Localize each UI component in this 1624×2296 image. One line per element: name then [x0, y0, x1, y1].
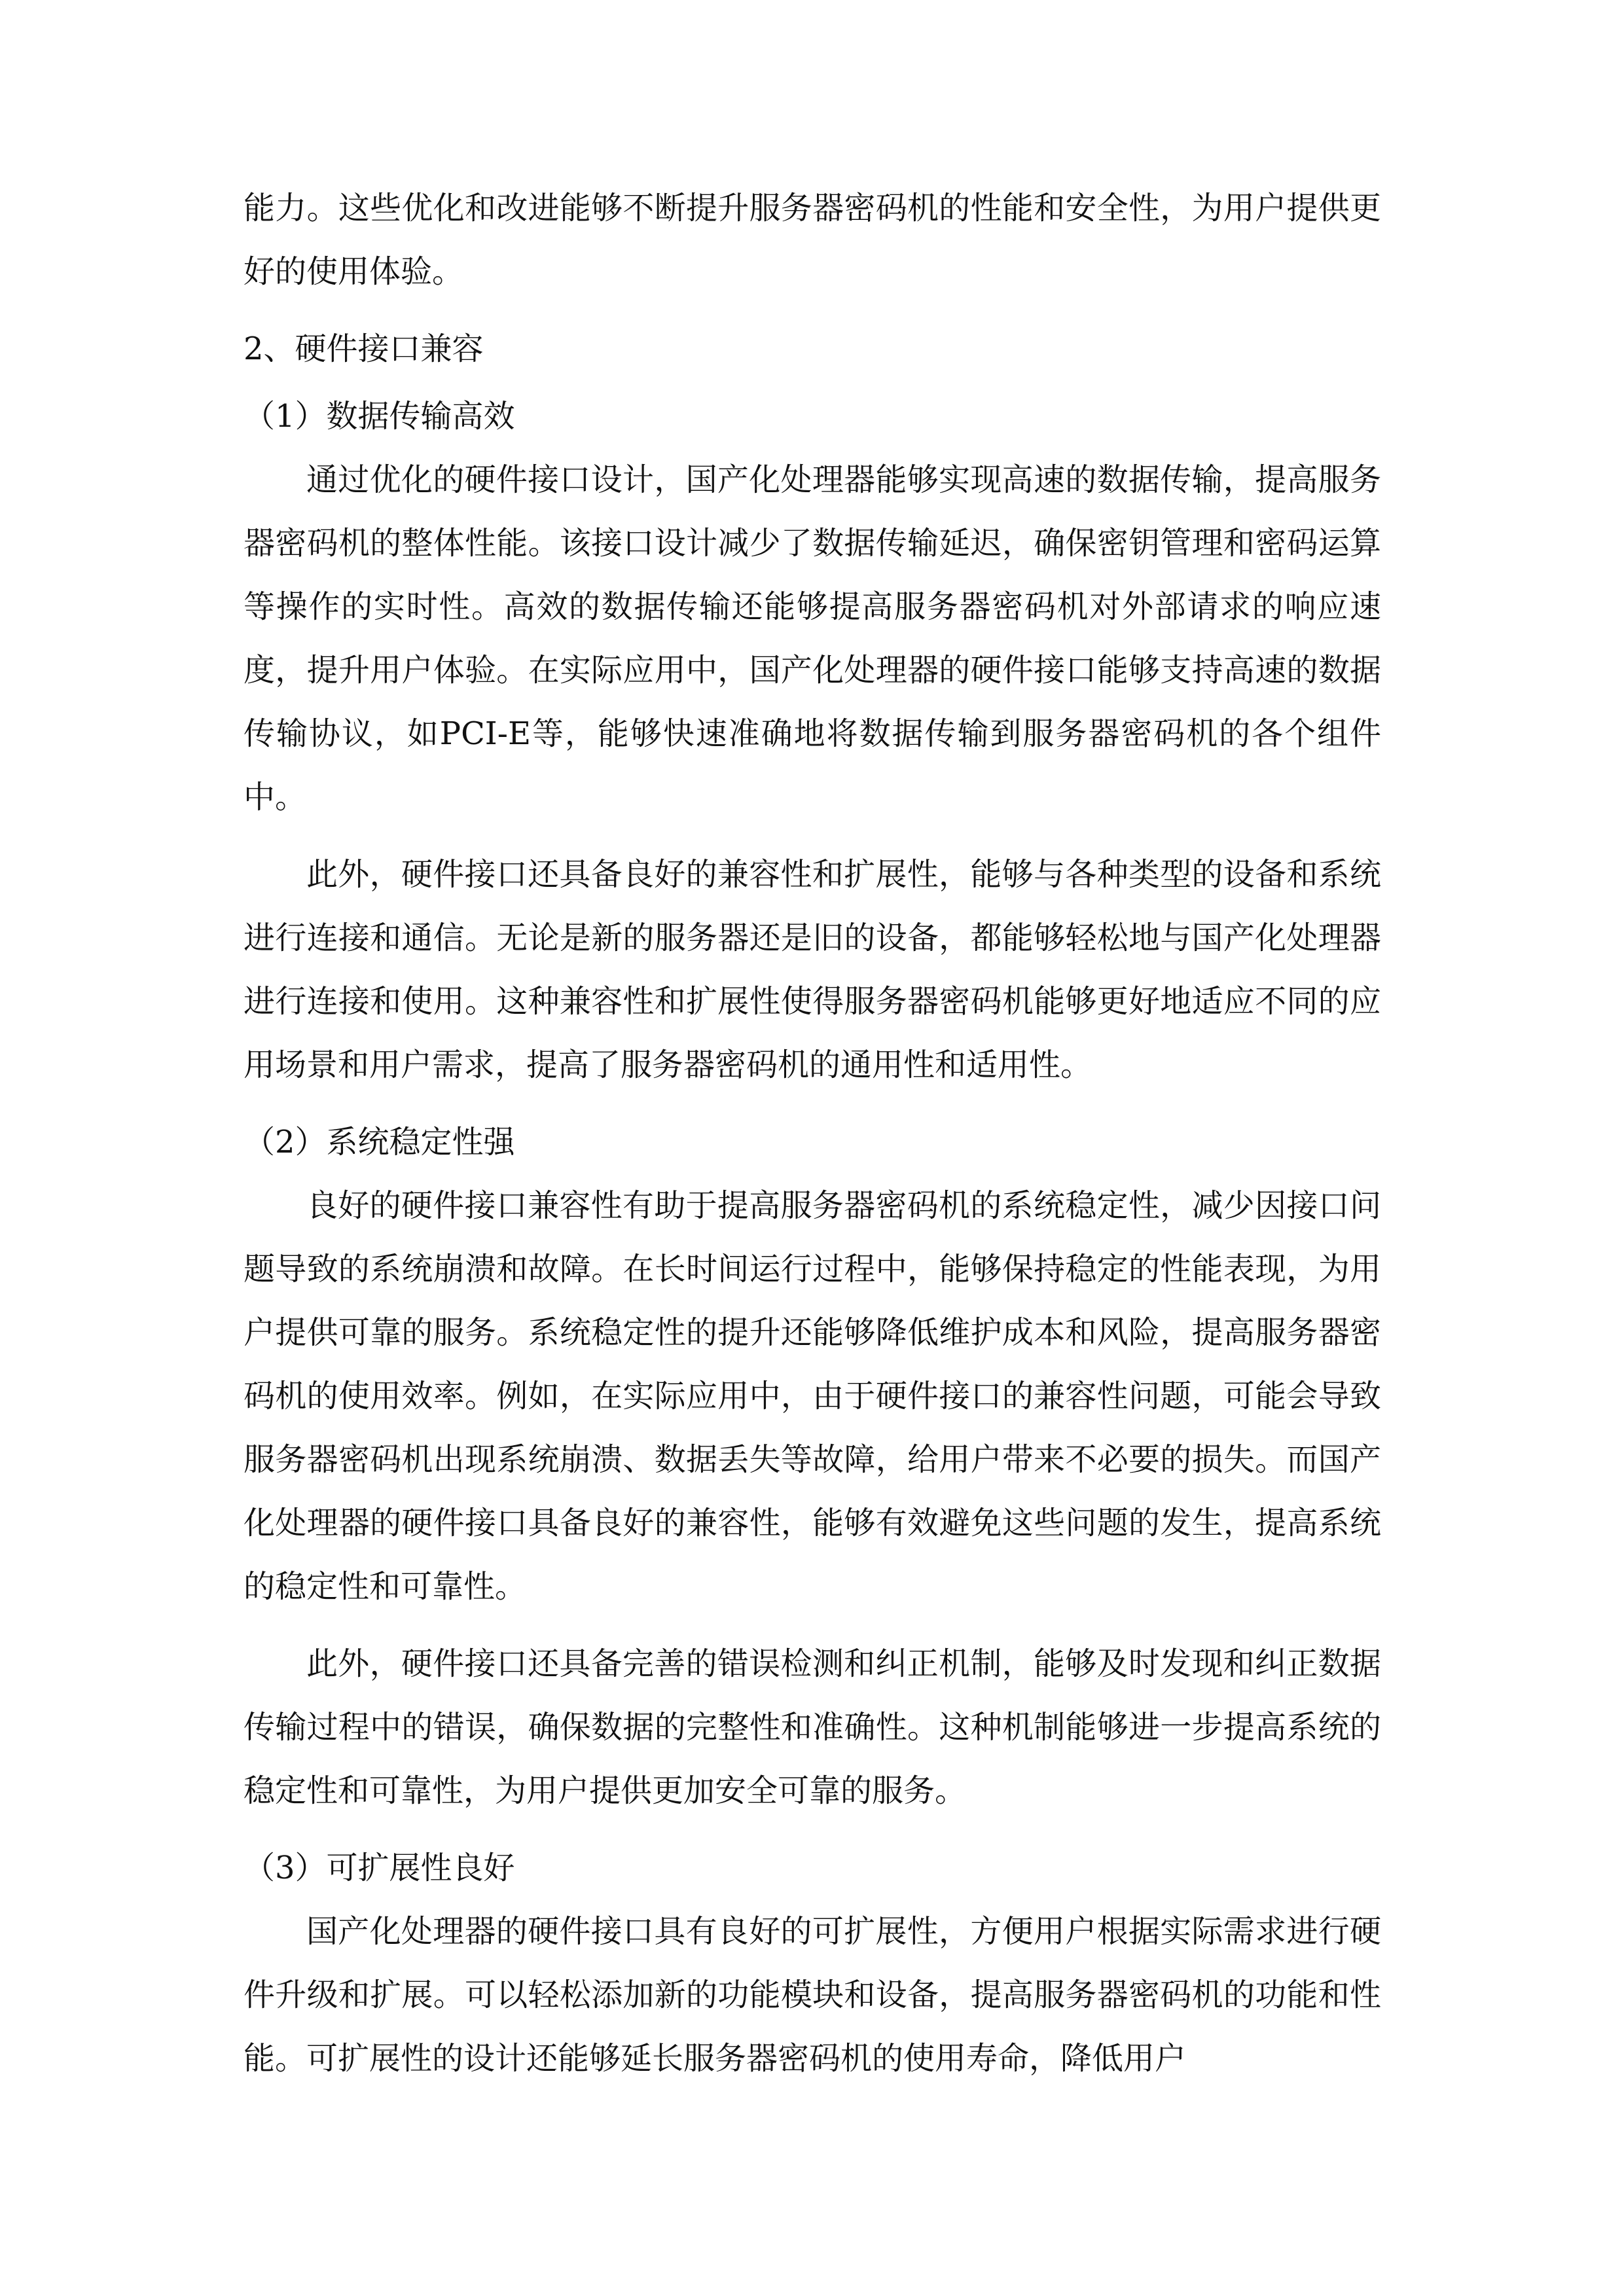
- section-heading: 2、硬件接口兼容: [244, 331, 484, 367]
- document-page: [244, 177, 1381, 2104]
- paragraph-4: 此外，硬件接口还具备完善的错误检测和纠正机制，能够及时发现和纠正数据传输过程中的错误，确保数据的完整性和准确性。这种机制能够进一步提高系统的稳定性和可靠性，为用户提供更加安全可靠的服务。: [244, 1645, 1381, 1809]
- sub-heading-2: （2）系统稳定性强: [244, 1124, 515, 1160]
- paragraph-1: 通过优化的硬件接口设计，国产化处理器能够实现高速的数据传输，提高服务器密码机的整体性能。该接口设计减少了数据传输延迟，确保密钥管理和密码运算等操作的实时性。高效的数据传输还能够提高服务器密码机对外部请求的响应速度，提升用户体验。在实际应用中，国产化处理器的硬件接口能够支持高速的数据传输协议，如PCI-E等，能够快速准确地将数据传输到服务器密码机的各个组件中。: [244, 461, 1381, 816]
- paragraph-3: 良好的硬件接口兼容性有助于提高服务器密码机的系统稳定性，减少因接口问题导致的系统崩溃和故障。在长时间运行过程中，能够保持稳定的性能表现，为用户提供可靠的服务。系统稳定性的提升还能够降低维护成本和风险，提高服务器密码机的使用效率。例如，在实际应用中，由于硬件接口的兼容性问题，可能会导致服务器密码机出现系统崩溃、数据丢失等故障，给用户带来不必要的损失。而国产化处理器的硬件接口具备良好的兼容性，能够有效避免这些问题的发生，提高系统的稳定性和可靠性。: [244, 1187, 1381, 1605]
- paragraph-continued: 能力。这些优化和改进能够不断提升服务器密码机的性能和安全性，为用户提供更好的使用体验。: [244, 190, 1381, 290]
- sub-heading-1: （1）数据传输高效: [244, 398, 515, 435]
- paragraph-5: 国产化处理器的硬件接口具有良好的可扩展性，方便用户根据实际需求进行硬件升级和扩展。可以轻松添加新的功能模块和设备，提高服务器密码机的功能和性能。可扩展性的设计还能够延长服务器密码机的使用寿命，降低用户: [244, 1913, 1381, 2077]
- paragraph-2: 此外，硬件接口还具备良好的兼容性和扩展性，能够与各种类型的设备和系统进行连接和通信。无论是新的服务器还是旧的设备，都能够轻松地与国产化处理器进行连接和使用。这种兼容性和扩展性使得服务器密码机能够更好地适应不同的应用场景和用户需求，提高了服务器密码机的通用性和适用性。: [244, 856, 1381, 1083]
- sub-heading-3: （3）可扩展性良好: [244, 1850, 515, 1886]
